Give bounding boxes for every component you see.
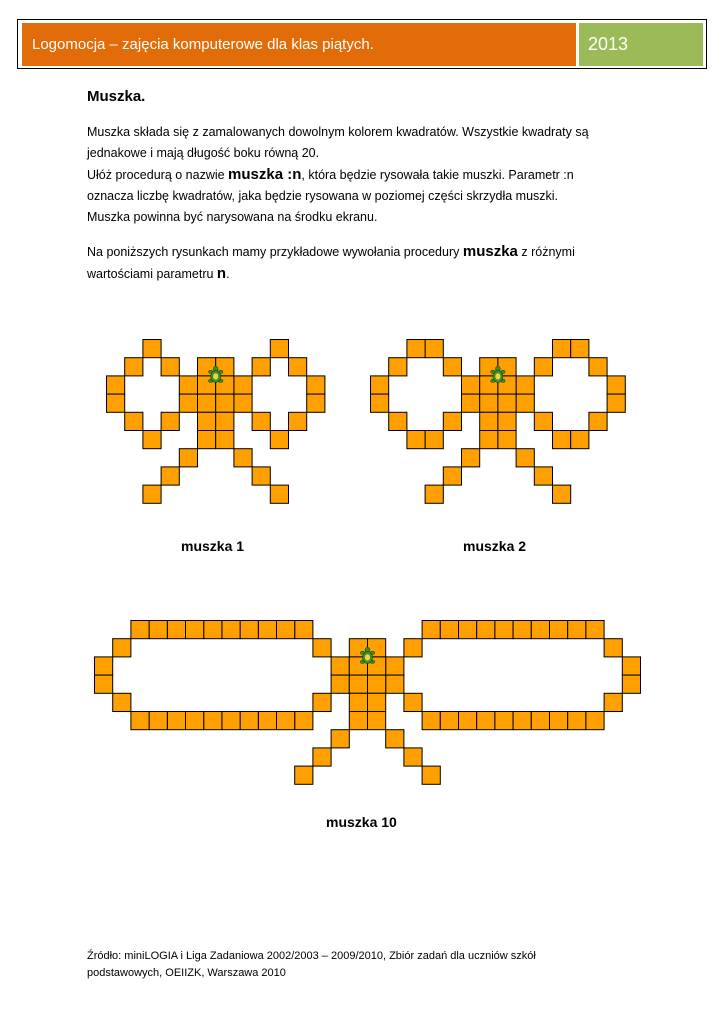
bow-square bbox=[349, 693, 367, 711]
bow-square bbox=[498, 412, 516, 430]
bow-square bbox=[295, 712, 313, 730]
bow-square bbox=[167, 712, 185, 730]
bow-square bbox=[198, 431, 216, 449]
bow-square bbox=[270, 431, 288, 449]
bow-square bbox=[440, 712, 458, 730]
bow-square bbox=[516, 394, 534, 412]
bow-square bbox=[422, 712, 440, 730]
bow-square bbox=[443, 412, 461, 430]
bow-square bbox=[179, 376, 197, 394]
bow-square bbox=[498, 394, 516, 412]
header-year: 2013 bbox=[579, 23, 703, 66]
bow-square bbox=[240, 621, 258, 639]
bow-square bbox=[440, 621, 458, 639]
bow-square bbox=[331, 657, 349, 675]
bow-square bbox=[371, 394, 389, 412]
bow-square bbox=[161, 412, 179, 430]
bow-square bbox=[313, 639, 331, 657]
examples-intro bbox=[87, 241, 575, 285]
bow-square bbox=[368, 675, 386, 693]
procedure-name-inline: muszka bbox=[462, 243, 518, 260]
bow-square bbox=[234, 449, 252, 467]
bow-square bbox=[161, 467, 179, 485]
bow-square bbox=[258, 712, 276, 730]
source-footer bbox=[87, 948, 536, 982]
bow-square bbox=[234, 376, 252, 394]
bow-square bbox=[216, 431, 234, 449]
bow-drawing-2 bbox=[370, 339, 628, 525]
bow-square bbox=[125, 412, 143, 430]
bow-square bbox=[277, 621, 295, 639]
bow-square bbox=[349, 712, 367, 730]
bow-square bbox=[186, 621, 204, 639]
task-description bbox=[87, 122, 589, 228]
bow-square bbox=[553, 431, 571, 449]
bow-square bbox=[550, 712, 568, 730]
bow-square bbox=[586, 712, 604, 730]
bow-square bbox=[289, 358, 307, 376]
bow-square bbox=[252, 467, 270, 485]
task-line-1: Muszka składa się z zamalowanych dowolnym kolorem kwadratów. Wszystkie kwadraty są bbox=[87, 125, 589, 139]
bow-square bbox=[307, 376, 325, 394]
bow-square bbox=[531, 621, 549, 639]
bow-square bbox=[204, 621, 222, 639]
bow-square bbox=[125, 358, 143, 376]
bow-square bbox=[622, 657, 640, 675]
bow-square bbox=[553, 485, 571, 503]
bow-square bbox=[386, 730, 404, 748]
bow-square bbox=[534, 412, 552, 430]
bow-square bbox=[179, 394, 197, 412]
bow-square bbox=[240, 712, 258, 730]
bow-square bbox=[307, 394, 325, 412]
bow-square bbox=[534, 467, 552, 485]
bow-square bbox=[604, 693, 622, 711]
bow-square bbox=[234, 394, 252, 412]
bow-square bbox=[516, 449, 534, 467]
bow-square bbox=[553, 340, 571, 358]
bow-square bbox=[371, 376, 389, 394]
bow-square bbox=[568, 712, 586, 730]
bow-drawing-10 bbox=[94, 620, 640, 806]
bow-square bbox=[459, 621, 477, 639]
bow-square bbox=[386, 657, 404, 675]
bow-square bbox=[270, 340, 288, 358]
bow-square bbox=[204, 712, 222, 730]
bow-square bbox=[198, 412, 216, 430]
bow-square bbox=[258, 621, 276, 639]
bow-square bbox=[368, 693, 386, 711]
header-title: Logomocja – zajęcia komputerowe dla klas piątych. bbox=[22, 23, 576, 66]
bow-square bbox=[161, 358, 179, 376]
bow-square bbox=[550, 621, 568, 639]
bow-square bbox=[349, 675, 367, 693]
bow-square bbox=[589, 412, 607, 430]
bow-square bbox=[607, 376, 625, 394]
bow-square bbox=[313, 693, 331, 711]
footer-line-1: Źródło: miniLOGIA i Liga Zadaniowa 2002/2003 – 2009/2010, Zbiór zadań dla uczniów szkół bbox=[87, 950, 536, 962]
bow-square bbox=[495, 712, 513, 730]
task-line-5: Muszka powinna być narysowana na środku ekranu. bbox=[87, 210, 378, 224]
bow-square bbox=[498, 431, 516, 449]
bow-square bbox=[443, 358, 461, 376]
bow-square bbox=[389, 358, 407, 376]
bow-square bbox=[252, 358, 270, 376]
bow-square bbox=[295, 621, 313, 639]
bow-square bbox=[331, 675, 349, 693]
bow-square bbox=[113, 639, 131, 657]
bow-square bbox=[386, 675, 404, 693]
bow-square bbox=[443, 467, 461, 485]
bow-square bbox=[252, 412, 270, 430]
bow-square bbox=[513, 621, 531, 639]
bow-square bbox=[107, 376, 125, 394]
bow-square bbox=[149, 621, 167, 639]
bow-square bbox=[270, 485, 288, 503]
bow-square bbox=[331, 730, 349, 748]
caption-muszka-2: muszka 2 bbox=[463, 538, 527, 554]
parameter-name: n bbox=[216, 265, 227, 282]
bow-square bbox=[462, 394, 480, 412]
bow-square bbox=[407, 431, 425, 449]
bow-square bbox=[222, 621, 240, 639]
bow-square bbox=[531, 712, 549, 730]
bow-square bbox=[143, 340, 161, 358]
bow-square bbox=[586, 621, 604, 639]
bow-square bbox=[568, 621, 586, 639]
task-line-2: jednakowe i mają długość boku równą 20. bbox=[87, 146, 320, 160]
bow-square bbox=[477, 712, 495, 730]
bow-square bbox=[425, 340, 443, 358]
examples-line-1: Na poniższych rysunkach mamy przykładowe wywołania procedury muszka z różnymi bbox=[87, 243, 575, 260]
bow-square bbox=[495, 621, 513, 639]
task-title: Muszka. bbox=[87, 88, 146, 105]
bow-square bbox=[222, 712, 240, 730]
bow-square bbox=[216, 412, 234, 430]
bow-square bbox=[425, 485, 443, 503]
bow-square bbox=[516, 376, 534, 394]
bow-square bbox=[404, 748, 422, 766]
bow-square bbox=[107, 394, 125, 412]
caption-muszka-10: muszka 10 bbox=[326, 814, 397, 830]
bow-square bbox=[407, 340, 425, 358]
bow-square bbox=[368, 712, 386, 730]
bow-square bbox=[480, 394, 498, 412]
bow-drawing-1 bbox=[106, 339, 327, 525]
bow-square bbox=[534, 358, 552, 376]
bow-square bbox=[422, 621, 440, 639]
bow-square bbox=[422, 766, 440, 784]
bow-square bbox=[604, 639, 622, 657]
bow-square bbox=[480, 412, 498, 430]
bow-square bbox=[404, 693, 422, 711]
bow-square bbox=[459, 712, 477, 730]
bow-square bbox=[480, 431, 498, 449]
caption-muszka-1: muszka 1 bbox=[181, 538, 245, 554]
bow-square bbox=[477, 621, 495, 639]
procedure-name: muszka :n bbox=[228, 166, 302, 183]
bow-square bbox=[131, 621, 149, 639]
bow-square bbox=[167, 621, 185, 639]
bow-square bbox=[186, 712, 204, 730]
bow-square bbox=[131, 712, 149, 730]
bow-square bbox=[404, 639, 422, 657]
bow-square bbox=[462, 376, 480, 394]
bow-square bbox=[607, 394, 625, 412]
bow-square bbox=[149, 712, 167, 730]
bow-square bbox=[113, 693, 131, 711]
bow-square bbox=[571, 431, 589, 449]
bow-square bbox=[95, 657, 113, 675]
bow-square bbox=[589, 358, 607, 376]
task-line-3: Ułóż procedurą o nazwie muszka :n, która będzie rysowała takie muszki. Parametr :n bbox=[87, 166, 574, 183]
bow-square bbox=[313, 748, 331, 766]
bow-square bbox=[277, 712, 295, 730]
bow-square bbox=[216, 394, 234, 412]
bow-square bbox=[198, 394, 216, 412]
bow-square bbox=[513, 712, 531, 730]
bow-square bbox=[462, 449, 480, 467]
bow-square bbox=[295, 766, 313, 784]
bow-square bbox=[95, 675, 113, 693]
bow-square bbox=[389, 412, 407, 430]
task-line-4: oznacza liczbę kwadratów, jaka będzie rysowana w poziomej części skrzydła muszki. bbox=[87, 189, 559, 203]
bow-square bbox=[571, 340, 589, 358]
footer-line-2: podstawowych, OEIIZK, Warszawa 2010 bbox=[87, 967, 286, 979]
bow-square bbox=[622, 675, 640, 693]
bow-square bbox=[425, 431, 443, 449]
bow-square bbox=[143, 431, 161, 449]
bow-square bbox=[289, 412, 307, 430]
bow-square bbox=[179, 449, 197, 467]
examples-line-2: wartościami parametru n. bbox=[87, 265, 230, 282]
bow-square bbox=[143, 485, 161, 503]
